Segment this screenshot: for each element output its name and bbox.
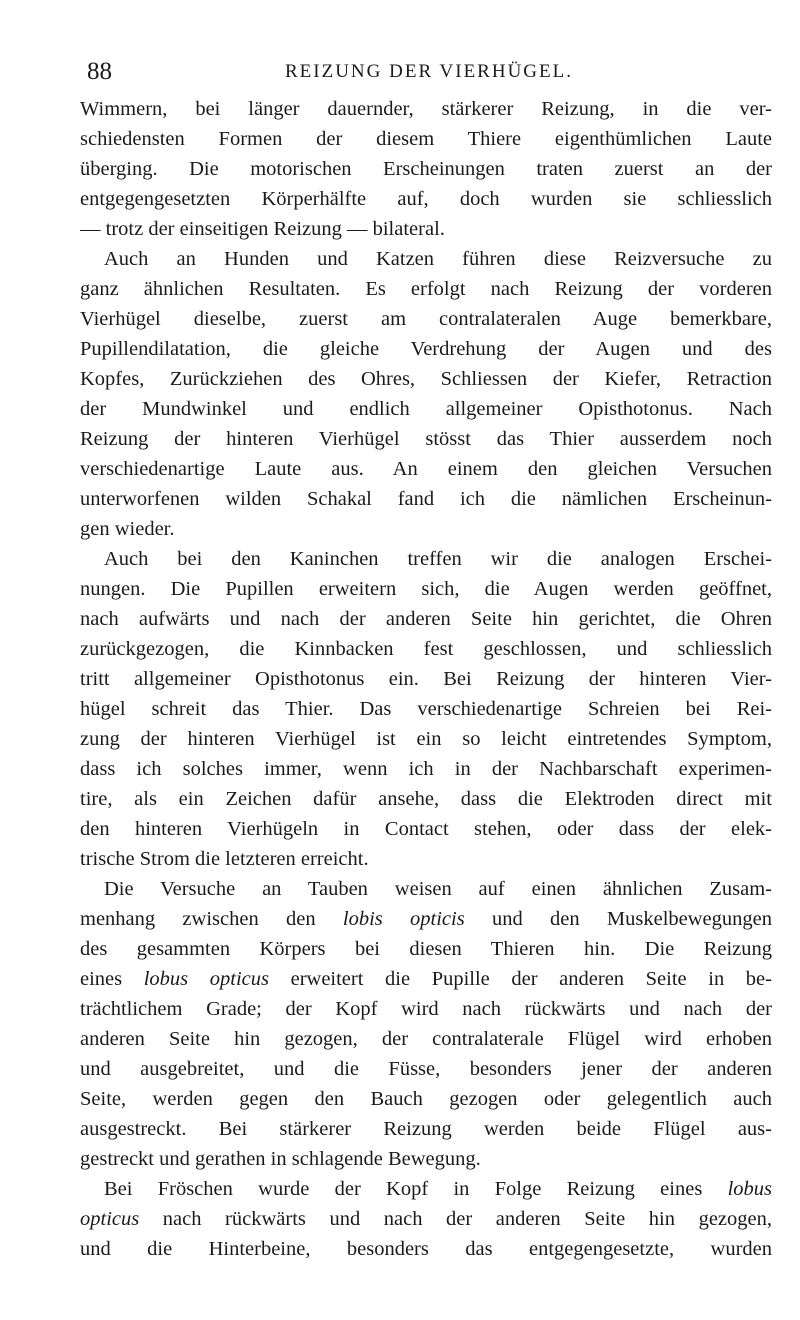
text-line: trische Strom die letzteren erreicht. xyxy=(80,848,369,870)
text-line: Auch an Hunden und Katzen führen diese Reizversuche zu xyxy=(104,248,772,270)
text-line: Reizung der hinteren Vierhügel stösst das Thier ausserdem noch xyxy=(80,428,772,450)
page-number: 88 xyxy=(87,58,112,85)
text-line: nungen. Die Pupillen erweitern sich, die Augen werden geöffnet, xyxy=(80,578,772,600)
text-line: Vierhügel dieselbe, zuerst am contralateralen Auge bemerkbare, xyxy=(80,308,772,330)
italic-term: lobus opticus xyxy=(143,968,269,990)
text-line: Kopfes, Zurückziehen des Ohres, Schliessen der Kiefer, Retraction xyxy=(80,368,772,390)
text-line: zung der hinteren Vierhügel ist ein so leicht eintretendes Symptom, xyxy=(80,728,772,750)
text-run: menhang zwischen den xyxy=(80,908,343,930)
text-line: den hinteren Vierhügeln in Contact stehen, oder dass der elek- xyxy=(80,818,772,840)
text-line: zurückgezogen, die Kinnbacken fest geschlossen, und schliesslich xyxy=(80,638,772,660)
text-run: erweitert die Pupille der anderen Seite in be- xyxy=(268,968,772,990)
text-line: gestreckt und gerathen in schlagende Bewegung. xyxy=(80,1148,481,1170)
text-line: Seite, werden gegen den Bauch gezogen oder gelegentlich auch xyxy=(80,1088,772,1110)
italic-term: lobus xyxy=(727,1178,772,1200)
italic-term: opticus xyxy=(80,1208,140,1230)
text-line: hügel schreit das Thier. Das verschiedenartige Schreien bei Rei- xyxy=(80,698,772,720)
italic-term: lobis opticis xyxy=(342,908,465,930)
text-run: Bei Fröschen wurde der Kopf in Folge Reizung eines xyxy=(104,1178,728,1200)
text-line: Die Versuche an Tauben weisen auf einen ähnlichen Zusam- xyxy=(104,878,772,900)
text-line: trächtlichem Grade; der Kopf wird nach rückwärts und nach der xyxy=(80,998,772,1020)
text-line: dass ich solches immer, wenn ich in der Nachbarschaft experimen- xyxy=(80,758,772,780)
text-run: und den Muskelbewegungen xyxy=(464,908,772,930)
text-line: der Mundwinkel und endlich allgemeiner Opisthotonus. Nach xyxy=(80,398,772,420)
text-line: tire, als ein Zeichen dafür ansehe, dass die Elektroden direct mit xyxy=(80,788,772,810)
text-line: überging. Die motorischen Erscheinungen traten zuerst an der xyxy=(80,158,772,180)
text-run: eines xyxy=(80,968,144,990)
text-line: nach aufwärts und nach der anderen Seite hin gerichtet, die Ohren xyxy=(80,608,772,630)
body-text xyxy=(80,94,772,1264)
text-line xyxy=(80,1204,772,1234)
running-title: REIZUNG DER VIERHÜGEL. xyxy=(285,61,573,82)
text-line xyxy=(80,1174,772,1204)
text-line: gen wieder. xyxy=(80,518,175,540)
page-header xyxy=(87,58,771,86)
text-line: verschiedenartige Laute aus. An einem den gleichen Versuchen xyxy=(80,458,772,480)
text-line: des gesammten Körpers bei diesen Thieren hin. Die Reizung xyxy=(80,938,772,960)
text-line xyxy=(80,904,772,934)
text-line: tritt allgemeiner Opisthotonus ein. Bei Reizung der hinteren Vier- xyxy=(80,668,772,690)
text-line: Wimmern, bei länger dauernder, stärkerer Reizung, in die ver- xyxy=(80,98,772,120)
text-line: und die Hinterbeine, besonders das entgegengesetzte, wurden xyxy=(80,1238,772,1260)
text-line: anderen Seite hin gezogen, der contralaterale Flügel wird erhoben xyxy=(80,1028,772,1050)
text-line xyxy=(80,964,772,994)
text-line: — trotz der einseitigen Reizung — bilateral. xyxy=(80,218,445,240)
text-line: ganz ähnlichen Resultaten. Es erfolgt nach Reizung der vorderen xyxy=(80,278,772,300)
text-line: Pupillendilatation, die gleiche Verdrehung der Augen und des xyxy=(80,338,772,360)
text-line: schiedensten Formen der diesem Thiere eigenthümlichen Laute xyxy=(80,128,772,150)
text-line: unterworfenen wilden Schakal fand ich die nämlichen Erscheinun- xyxy=(80,488,772,510)
text-line: Auch bei den Kaninchen treffen wir die analogen Erschei- xyxy=(104,548,772,570)
text-line: und ausgebreitet, und die Füsse, besonders jener der anderen xyxy=(80,1058,772,1080)
text-line: entgegengesetzten Körperhälfte auf, doch wurden sie schliesslich xyxy=(80,188,772,210)
text-run: nach rückwärts und nach der anderen Seite hin gezogen, xyxy=(139,1208,772,1230)
text-line: ausgestreckt. Bei stärkerer Reizung werden beide Flügel aus- xyxy=(80,1118,772,1140)
